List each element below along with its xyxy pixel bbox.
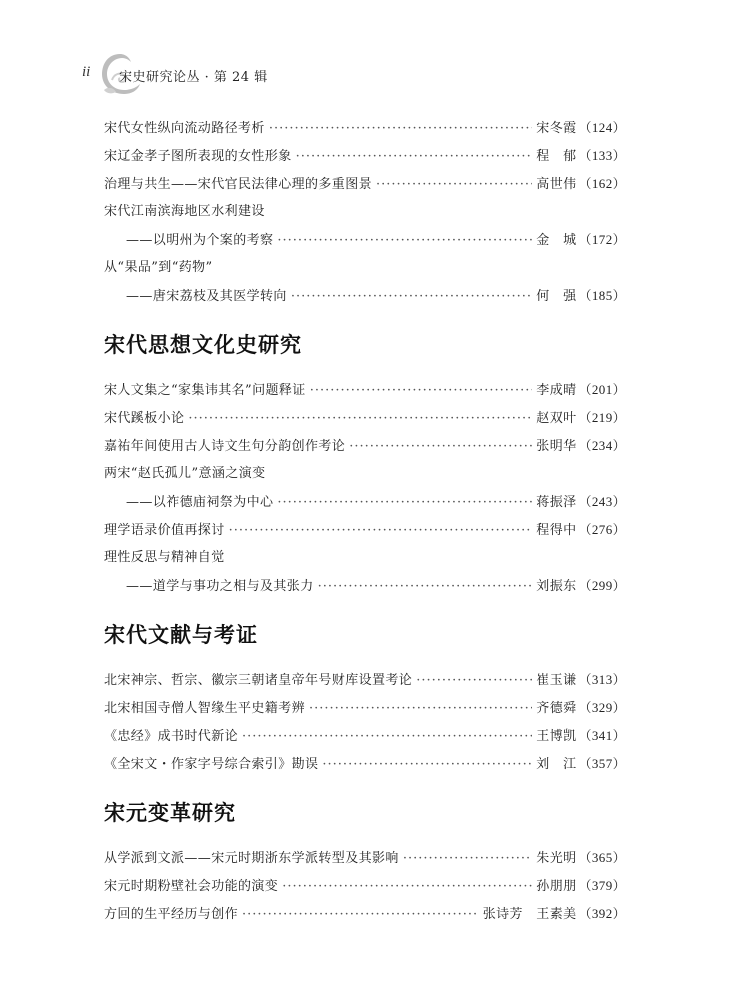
entry-title: 宋人文集之“家集讳其名”问题释证 [104,383,306,398]
entry-title: 宋代江南滨海地区水利建设 [104,204,265,219]
leader-dots [318,573,533,601]
entry-page: （357） [578,756,626,771]
toc-entry[interactable] [104,198,626,254]
leader-dots [277,489,532,517]
entry-title: 宋代蹊板小论 [104,411,185,426]
entry-author: 刘振东 [536,579,577,594]
toc-entry[interactable] [104,544,626,600]
leader-dots [309,695,532,723]
entry-author: 刘 江 [536,757,577,772]
entry-title: 治理与共生——宋代官民法律心理的多重图景 [104,177,373,192]
entry-subtitle: ——以祚德庙祠祭为中心 [126,495,274,510]
entry-author: 高世伟 [536,177,577,192]
entry-author: 孙朋朋 [536,879,577,894]
entry-author: 崔玉谦 [536,673,577,688]
entry-page: （379） [578,878,626,893]
leader-dots [403,845,532,873]
toc-entry[interactable] [104,404,626,432]
entry-title: 《全宋文・作家字号综合索引》勘误 [104,757,319,772]
entry-page: （329） [578,700,626,715]
entry-page: （365） [578,850,626,865]
entry-title: 理学语录价值再探讨 [104,523,225,538]
toc-entry[interactable] [104,750,626,778]
section-heading: 宋代思想文化史研究 [104,332,302,357]
entry-subtitle: ——以明州为个案的考察 [126,233,274,248]
leader-dots [291,283,532,311]
toc-entry[interactable] [104,460,626,516]
entry-author: 赵双叶 [536,411,577,426]
section-heading: 宋代文献与考证 [104,622,258,647]
entry-page: （133） [578,148,626,163]
entry-page: （201） [578,382,626,397]
leader-dots [242,723,532,751]
entry-page: （219） [578,410,626,425]
entry-author: 蒋振泽 [536,495,577,510]
entry-author: 宋冬霞 [536,121,577,136]
entry-title: 北宋相国寺僧人智缘生平史籍考辨 [104,701,306,716]
entry-title: 宋代女性纵向流动路径考析 [104,121,265,136]
entry-page: （276） [578,522,626,537]
table-of-contents [104,114,626,928]
leader-dots [229,517,533,545]
entry-title: 宋辽金孝子图所表现的女性形象 [104,149,292,164]
entry-page: （299） [578,578,626,593]
entry-page: （313） [578,672,626,687]
entry-subtitle: ——唐宋荔枝及其医学转向 [126,289,287,304]
entry-page: （392） [578,906,626,921]
entry-author: 朱光明 [536,851,577,866]
toc-entry[interactable] [104,722,626,750]
toc-entry[interactable] [104,900,626,928]
leader-dots [269,115,532,143]
entry-title: 《忠经》成书时代新论 [104,729,239,744]
leader-dots [376,171,532,199]
entry-title: 两宋“赵氏孤儿”意涵之演变 [104,466,266,481]
entry-author: 李成晴 [536,383,577,398]
section-heading: 宋元变革研究 [104,800,236,825]
toc-entry[interactable] [104,872,626,900]
entry-title: 方回的生平经历与创作 [104,907,239,922]
toc-entry[interactable] [104,666,626,694]
entry-title: 宋元时期粉壁社会功能的演变 [104,879,279,894]
entry-page: （243） [578,494,626,509]
entry-page: （341） [578,728,626,743]
entry-title: 北宋神宗、哲宗、徽宗三朝诸皇帝年号财库设置考论 [104,673,413,688]
entry-page: （172） [578,232,626,247]
entry-page: （124） [578,120,626,135]
leader-dots [242,901,479,929]
toc-entry[interactable] [104,142,626,170]
leader-dots [310,377,533,405]
leader-dots [188,405,532,433]
entry-title: 从“果品”到“药物” [104,260,213,275]
entry-title: 从学派到文派——宋元时期浙东学派转型及其影响 [104,851,399,866]
entry-title: 理性反思与精神自觉 [104,550,225,565]
entry-author: 张诗芳 王素美 [482,907,577,922]
leader-dots [416,667,532,695]
running-header [78,50,638,100]
entry-subtitle: ——道学与事功之相与及其张力 [126,579,314,594]
toc-entry[interactable] [104,432,626,460]
toc-entry[interactable] [104,114,626,142]
toc-entry[interactable] [104,254,626,310]
toc-entry[interactable] [104,516,626,544]
entry-page: （234） [578,438,626,453]
toc-entry[interactable] [104,376,626,404]
leader-dots [296,143,533,171]
entry-page: （185） [578,288,626,303]
leader-dots [349,433,532,461]
entry-author: 金 城 [536,233,577,248]
entry-author: 程得中 [536,523,577,538]
series-title: 宋史研究论丛 · 第 24 辑 [119,70,268,85]
page-number: ii [82,64,91,80]
leader-dots [277,227,532,255]
leader-dots [322,751,532,779]
leader-dots [282,873,532,901]
entry-page: （162） [578,176,626,191]
toc-entry[interactable] [104,844,626,872]
toc-entry[interactable] [104,694,626,722]
entry-author: 何 强 [536,289,577,304]
toc-entry[interactable] [104,170,626,198]
entry-author: 程 郁 [536,149,577,164]
entry-author: 张明华 [536,439,577,454]
entry-author: 齐德舜 [536,701,577,716]
entry-title: 嘉祐年间使用古人诗文生句分韵创作考论 [104,439,346,454]
entry-author: 王博凯 [536,729,577,744]
